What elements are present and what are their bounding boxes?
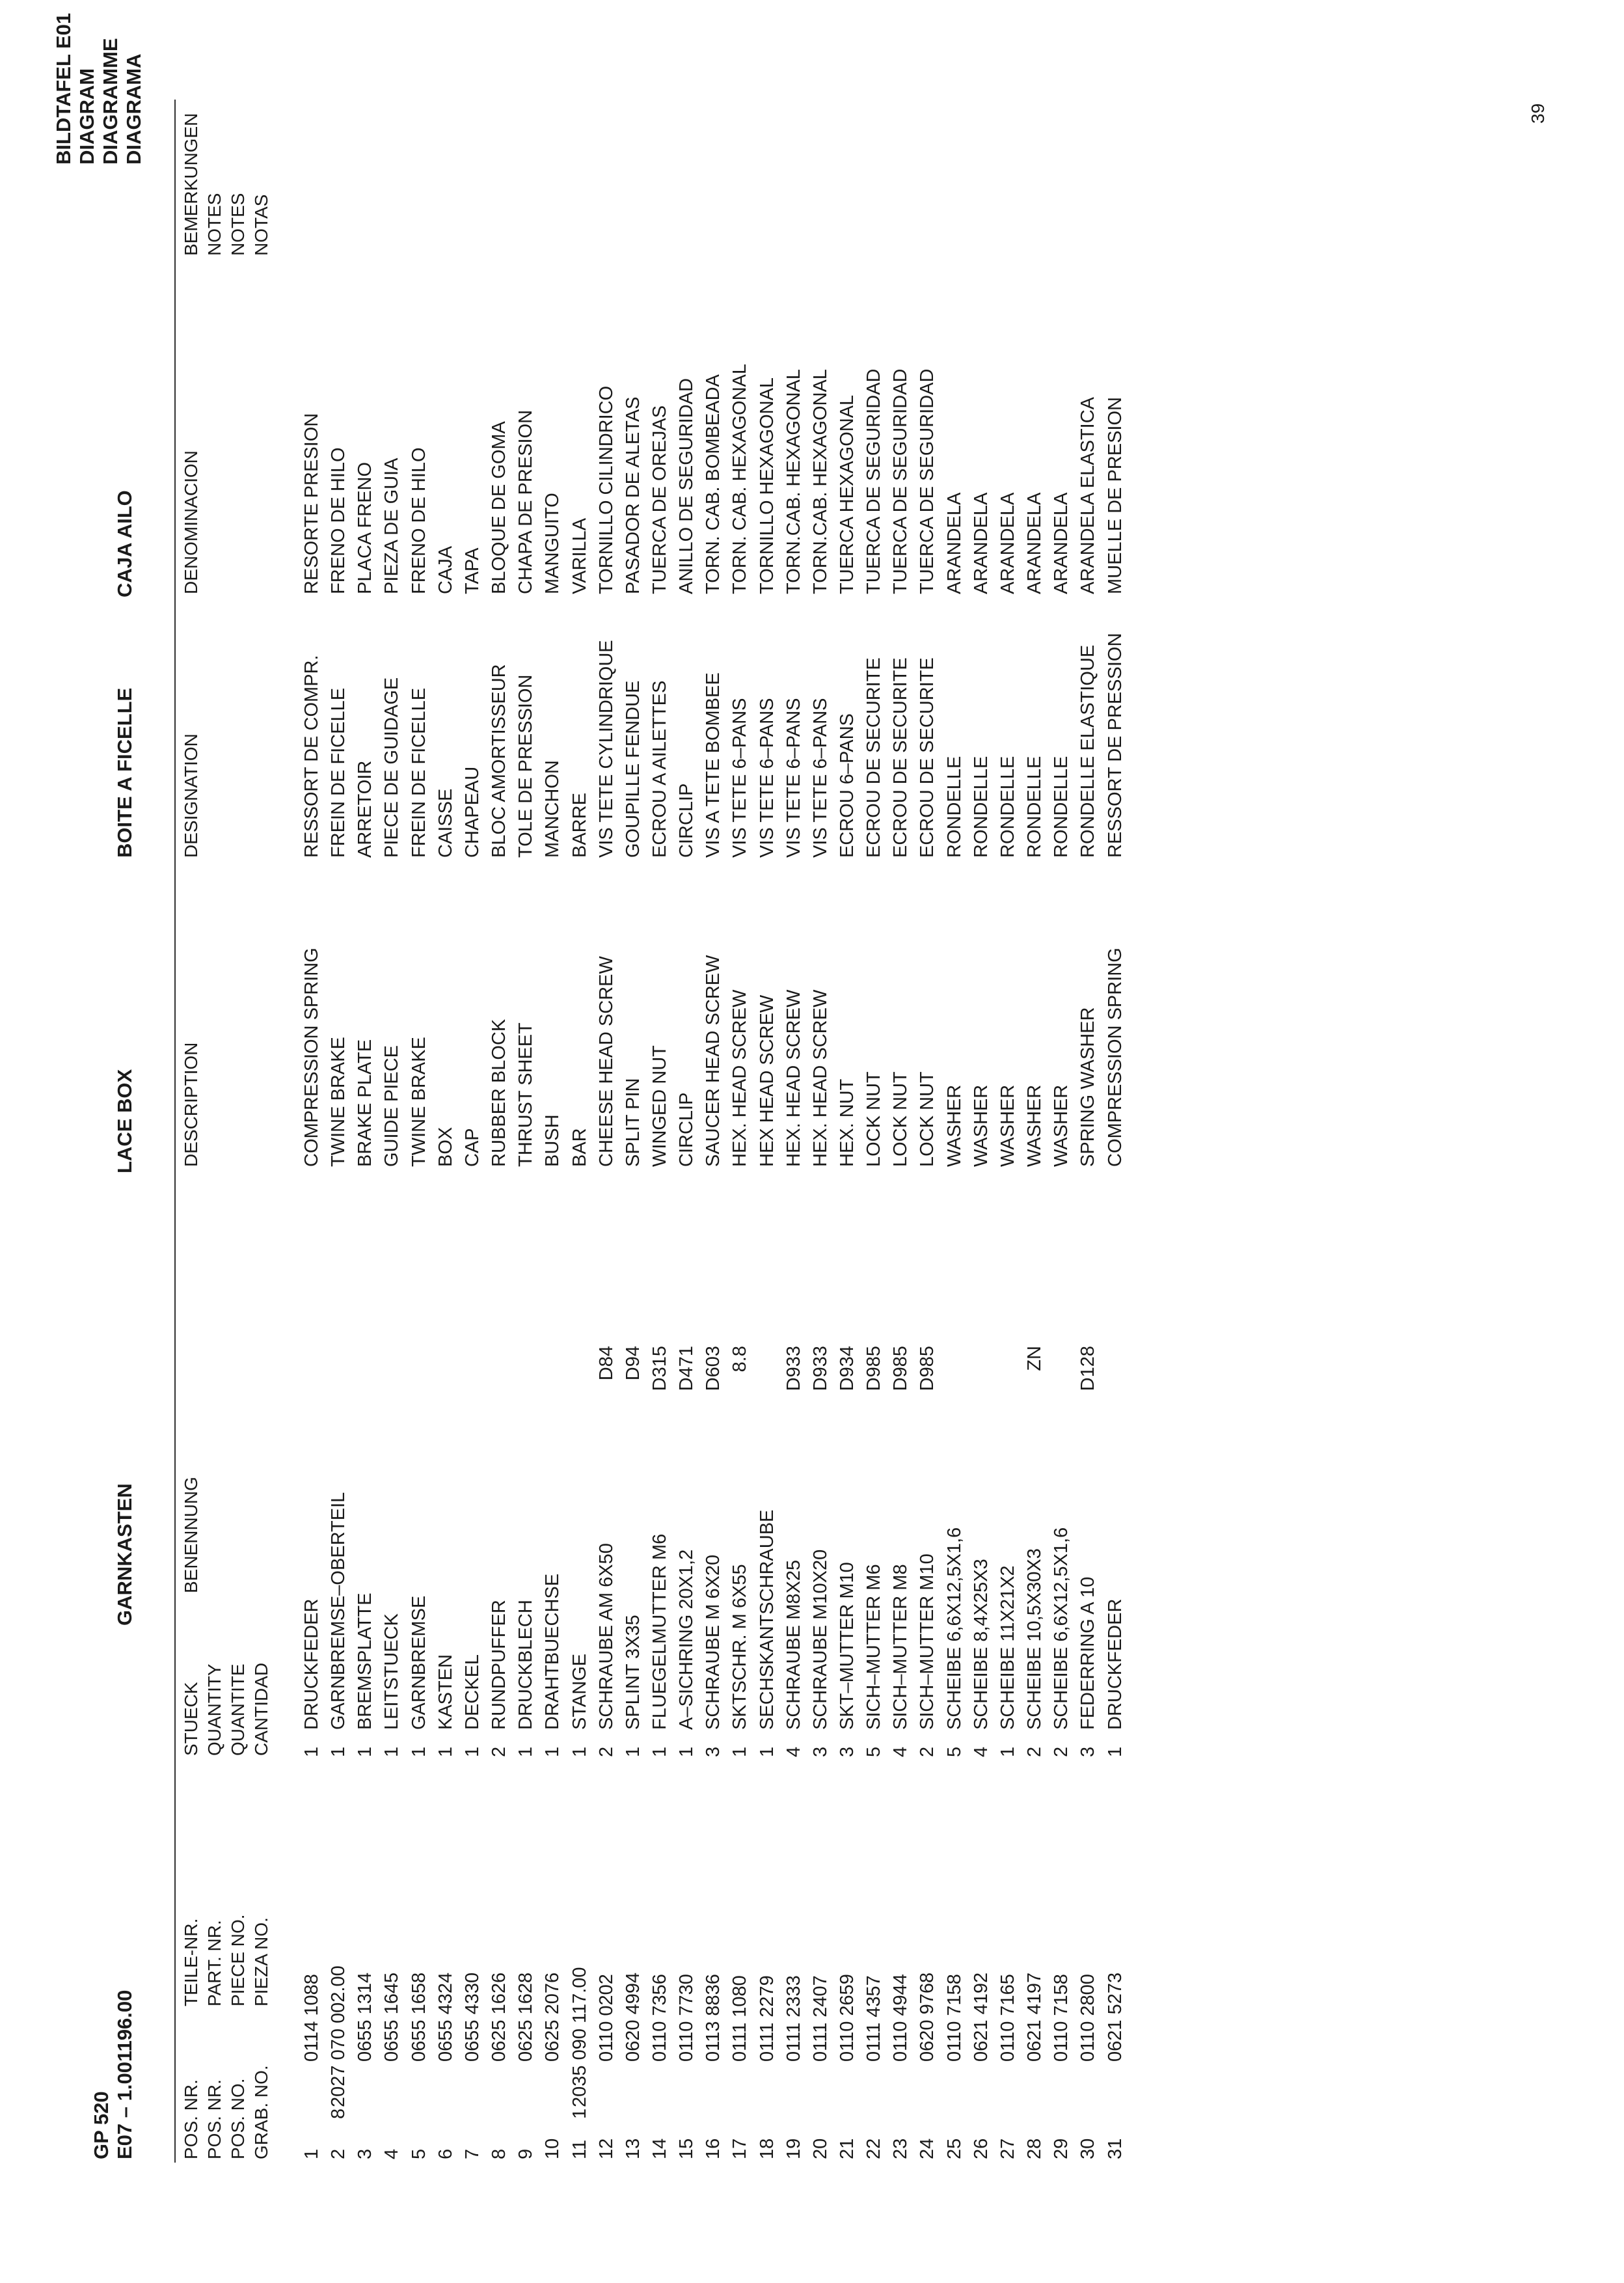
diagram-label-de: BILDTAFEL E01 [52,12,75,165]
part-number: 0111 1080 [729,1975,750,2062]
description-cell: HEX. HEAD SCREW [810,989,831,1167]
benennung-cell: DRUCKFEDER [301,1598,322,1730]
designation-cell: RONDELLE [944,756,965,858]
denominacion-cell: TORN.CAB. HEXAGONAL [783,369,804,594]
denominacion-cell: TORN.CAB. HEXAGONAL [810,369,831,594]
description-cell: HEX. HEAD SCREW [783,989,804,1167]
benennung-cell: GARNBREMSE [409,1595,429,1730]
title-german: GARNKASTEN [113,1483,136,1626]
description-cell: COMPRESSION SPRING [301,948,322,1167]
designation-cell: RESSORT DE PRESSION [1105,633,1126,858]
designation-cell: RESSORT DE COMPR. [301,655,322,858]
quantity: 2 [489,1746,509,1757]
part-number: 0110 4944 [890,1974,911,2062]
pos-number: 28 [1024,2138,1045,2159]
standard-ref: D985 [890,1346,911,1391]
designation-cell: ECROU DE SECURITE [917,657,938,858]
benennung-cell: SCHEIBE 6,6X12,5X1,6 [944,1527,965,1730]
denominacion-cell: PIEZA DE GUIA [381,458,402,594]
pos-number: 15 [676,2138,697,2159]
benennung-cell: DECKEL [462,1654,483,1730]
pos-number: 18 [757,2138,778,2159]
part-number: 0111 2407 [810,1975,831,2062]
title-french: BOITE A FICELLE [113,687,136,858]
designation-cell: TOLE DE PRESSION [515,674,536,858]
part-number: 0110 2659 [837,1974,858,2062]
benennung-cell: DRAHTBUECHSE [542,1573,563,1730]
standard-ref: D315 [649,1346,670,1391]
quantity: 3 [810,1746,831,1757]
part-number: 0655 1314 [355,1972,375,2062]
designation-cell: BARRE [569,793,590,858]
denominacion-cell: FRENO DE HILO [328,447,349,594]
quantity: 1 [569,1746,590,1757]
designation-cell: VIS A TETE BOMBEE [703,672,724,858]
pos-number: 23 [890,2138,911,2159]
designation-cell: CAISSE [435,788,456,858]
pos-number: 27 [997,2138,1018,2159]
pos-number: 4 [381,2148,402,2159]
denominacion-cell: TUERCA DE SEGURIDAD [890,368,911,594]
part-number: 0110 7158 [944,1974,965,2062]
quantity: 1 [301,1746,322,1757]
description-cell: BAR [569,1128,590,1167]
denominacion-cell: PLACA FRENO [355,461,375,594]
quantity: 5 [944,1746,965,1757]
benennung-cell: SCHRAUBE M10X20 [810,1549,831,1730]
denominacion-cell: ARANDELA [1024,492,1045,594]
page-number: 39 [1528,103,1548,124]
benennung-cell: RUNDPUFFER [489,1600,509,1730]
pos-number: 24 [917,2138,938,2159]
standard-ref: D985 [863,1346,884,1391]
benennung-cell: DRUCKFEDER [1105,1598,1126,1730]
benennung-cell: SCHEIBE 8,4X25X3 [971,1559,992,1730]
part-number: 0621 4192 [971,1972,992,2062]
benennung-cell: DRUCKBLECH [515,1600,536,1730]
description-cell: CAP [462,1128,483,1167]
denominacion-cell: CHAPA DE PRESION [515,409,536,594]
quantity: 2 [1024,1746,1045,1757]
denominacion-cell: ARANDELA ELASTICA [1077,397,1098,594]
designation-cell: CIRCLIP [676,783,697,858]
quantity: 1 [381,1746,402,1757]
quantity: 4 [783,1746,804,1757]
benennung-cell: SPLINT 3X35 [623,1615,643,1730]
benennung-cell: SCHRAUBE M 6X20 [703,1554,724,1730]
description-cell: HEX HEAD SCREW [757,994,778,1167]
pos-number: 8 [489,2148,509,2159]
description-cell: LOCK NUT [890,1071,911,1167]
description-cell: THRUST SHEET [515,1022,536,1167]
part-number: 0110 7356 [649,1974,670,2062]
part-number: 2035 090 117.00 [569,1967,590,2107]
part-number: 0655 4330 [462,1972,483,2062]
benennung-cell: STANGE [569,1653,590,1730]
benennung-cell: BREMSPLATTE [355,1593,375,1730]
part-number: 0110 7165 [997,1974,1018,2062]
pos-number: 5 [409,2148,429,2159]
designation-cell: RONDELLE ELASTIQUE [1077,644,1098,858]
designation-cell: ARRETOIR [355,760,375,858]
quantity: 1 [623,1746,643,1757]
pos-number: 20 [810,2138,831,2159]
diagram-label-en: DIAGRAM [75,68,98,165]
standard-ref: ZN [1024,1346,1045,1371]
description-cell: HEX. NUT [837,1078,858,1167]
pos-number: 17 [729,2138,750,2159]
designation-cell: FREIN DE FICELLE [409,687,429,858]
quantity: 1 [409,1746,429,1757]
denominacion-cell: TUERCA HEXAGONAL [837,394,858,594]
part-number: 0113 8836 [703,1974,724,2062]
drawing-ref: 8 [328,2108,349,2119]
diagram-label-fr: DIAGRAMME [99,38,122,165]
designation-cell: ECROU 6–PANS [837,713,858,858]
description-cell: GUIDE PIECE [381,1045,402,1167]
col-header-description: DESCRIPTION [181,1042,201,1167]
description-cell: COMPRESSION SPRING [1105,948,1126,1167]
header-rule [174,100,176,2163]
benennung-cell: FLUEGELMUTTER M6 [649,1533,670,1730]
quantity: 1 [355,1746,375,1757]
part-number: 2027 070 002.00 [328,1965,349,2107]
quantity: 1 [328,1746,349,1757]
denominacion-cell: TUERCA DE SEGURIDAD [917,368,938,594]
designation-cell: MANCHON [542,760,563,858]
quantity: 3 [703,1746,724,1757]
pos-number: 1 [301,2148,322,2159]
pos-number: 12 [596,2138,617,2159]
part-number: 0621 5273 [1105,1972,1126,2062]
denominacion-cell: PASADOR DE ALETAS [623,396,643,594]
denominacion-cell: TORN. CAB. HEXAGONAL [729,364,750,594]
designation-cell: ECROU A AILETTES [649,680,670,858]
pos-number: 3 [355,2148,375,2159]
quantity: 4 [971,1746,992,1757]
denominacion-cell: MANGUITO [542,493,563,594]
part-number: 0110 0202 [596,1974,617,2062]
pos-number: 9 [515,2148,536,2159]
description-cell: WASHER [1051,1084,1072,1167]
drawing-ref: 1 [569,2108,590,2119]
pos-number: 7 [462,2148,483,2159]
description-cell: CHEESE HEAD SCREW [596,956,617,1167]
denominacion-cell: TAPA [462,547,483,594]
description-cell: WASHER [944,1084,965,1167]
description-cell: SAUCER HEAD SCREW [703,955,724,1167]
designation-cell: VIS TETE 6–PANS [783,698,804,858]
quantity: 1 [462,1746,483,1757]
part-number: 0114 1088 [301,1974,322,2062]
denominacion-cell: MUELLE DE PRESION [1105,397,1126,594]
standard-ref: D471 [676,1346,697,1391]
description-cell: TWINE BRAKE [328,1037,349,1167]
benennung-cell: SICH–MUTTER M6 [863,1564,884,1730]
benennung-cell: SCHRAUBE M8X25 [783,1559,804,1730]
benennung-cell: SCHRAUBE AM 6X50 [596,1543,617,1730]
description-cell: CIRCLIP [676,1092,697,1167]
benennung-cell: SICH–MUTTER M8 [890,1564,911,1730]
col-header-designation: DESIGNATION [181,733,201,858]
denominacion-cell: ARANDELA [971,492,992,594]
standard-ref: D94 [623,1346,643,1381]
designation-cell: GOUPILLE FENDUE [623,680,643,858]
quantity: 2 [1051,1746,1072,1757]
benennung-cell: KASTEN [435,1654,456,1730]
part-number: 0620 9768 [917,1972,938,2062]
part-number: 0625 1628 [515,1972,536,2062]
denominacion-cell: ARANDELA [1051,492,1072,594]
benennung-cell: SECHSKANTSCHRAUBE [757,1509,778,1730]
denominacion-cell: FRENO DE HILO [409,447,429,594]
quantity: 1 [676,1746,697,1757]
standard-ref: D933 [810,1346,831,1391]
description-cell: LOCK NUT [917,1071,938,1167]
benennung-cell: SKT–MUTTER M10 [837,1562,858,1730]
part-number: 0110 7158 [1051,1974,1072,2062]
part-number: 0625 1626 [489,1972,509,2062]
model-name: GP 520 [90,2091,113,2159]
pos-number: 25 [944,2138,965,2159]
description-cell: WASHER [997,1084,1018,1167]
description-cell: WINGED NUT [649,1045,670,1167]
description-cell: RUBBER BLOCK [489,1018,509,1167]
quantity: 5 [863,1746,884,1757]
description-cell: SPLIT PIN [623,1078,643,1167]
benennung-cell: SCHEIBE 11X21X2 [997,1565,1018,1730]
denominacion-cell: TORNILLO HEXAGONAL [757,377,778,594]
part-number: 0655 1658 [409,1972,429,2062]
description-cell: BRAKE PLATE [355,1039,375,1167]
denominacion-cell: TORN. CAB. BOMBEADA [703,374,724,594]
denominacion-cell: BLOQUE DE GOMA [489,421,509,594]
quantity: 1 [729,1746,750,1757]
quantity: 3 [837,1746,858,1757]
pos-number: 21 [837,2138,858,2159]
designation-cell: VIS TETE 6–PANS [729,698,750,858]
description-cell: TWINE BRAKE [409,1037,429,1167]
part-number: 0655 4324 [435,1972,456,2062]
quantity: 1 [515,1746,536,1757]
pos-number: 30 [1077,2138,1098,2159]
denominacion-cell: ARANDELA [944,492,965,594]
designation-cell: ECROU DE SECURITE [863,657,884,858]
pos-number: 22 [863,2138,884,2159]
standard-ref: D84 [596,1346,617,1381]
pos-number: 19 [783,2138,804,2159]
pos-number: 10 [542,2138,563,2159]
benennung-cell: A–SICHRING 20X1,2 [676,1549,697,1730]
part-number: 0110 7730 [676,1974,697,2062]
designation-cell: VIS TETE 6–PANS [810,698,831,858]
quantity: 1 [997,1746,1018,1757]
pos-number: 11 [569,2139,590,2159]
part-number: 0111 2333 [783,1975,804,2062]
standard-ref: 8.8 [729,1346,750,1373]
benennung-cell: SCHEIBE 10,5X30X3 [1024,1548,1045,1730]
col-header-benennung: BENENNUNG [181,1477,201,1593]
designation-cell: RONDELLE [997,756,1018,858]
col-header-denominacion: DENOMINACION [181,450,201,594]
denominacion-cell: TUERCA DE OREJAS [649,405,670,594]
standard-ref: D603 [703,1346,724,1391]
standard-ref: D934 [837,1346,858,1391]
part-number: 0655 1645 [381,1972,402,2062]
description-cell: WASHER [1024,1084,1045,1167]
description-cell: SPRING WASHER [1077,1007,1098,1167]
benennung-cell: GARNBREMSE–OBERTEIL [328,1492,349,1730]
denominacion-cell: TUERCA DE SEGURIDAD [863,368,884,594]
title-spanish: CAJA AILO [113,490,136,597]
part-number: 0110 2800 [1077,1974,1098,2062]
denominacion-cell: TORNILLO CILINDRICO [596,385,617,594]
pos-number: 14 [649,2138,670,2159]
standard-ref: D985 [917,1346,938,1391]
designation-cell: CHAPEAU [462,766,483,858]
quantity: 1 [542,1746,563,1757]
denominacion-cell: RESORTE PRESION [301,413,322,594]
title-english: LACE BOX [113,1069,136,1173]
designation-cell: VIS TETE 6–PANS [757,698,778,858]
quantity: 3 [1077,1746,1098,1757]
benennung-cell: LEITSTUECK [381,1613,402,1730]
part-number: 0621 4197 [1024,1972,1045,2062]
description-cell: BOX [435,1127,456,1167]
denominacion-cell: CAJA [435,545,456,594]
part-number: 0111 4357 [863,1975,884,2062]
benennung-cell: SICH–MUTTER M10 [917,1553,938,1730]
denominacion-cell: VARILLA [569,517,590,594]
document-code: E07 – 1.001196.00 [113,1989,136,2159]
quantity: 1 [1105,1746,1126,1757]
quantity: 1 [649,1746,670,1757]
diagram-label-es: DIAGRAMA [122,53,145,165]
description-cell: HEX. HEAD SCREW [729,989,750,1167]
description-cell: WASHER [971,1084,992,1167]
pos-number: 26 [971,2138,992,2159]
pos-number: 31 [1105,2138,1126,2159]
quantity: 2 [917,1746,938,1757]
benennung-cell: SCHEIBE 6,6X12,5X1,6 [1051,1527,1072,1730]
designation-cell: BLOC AMORTISSEUR [489,664,509,858]
quantity: 1 [757,1746,778,1757]
quantity: 1 [435,1746,456,1757]
designation-cell: FREIN DE FICELLE [328,687,349,858]
part-number: 0111 2279 [757,1975,778,2062]
pos-number: 6 [435,2148,456,2159]
designation-cell: PIECE DE GUIDAGE [381,677,402,858]
designation-cell: RONDELLE [971,756,992,858]
standard-ref: D128 [1077,1346,1098,1391]
denominacion-cell: ARANDELA [997,492,1018,594]
denominacion-cell: ANILLO DE SEGURIDAD [676,378,697,594]
description-cell: LOCK NUT [863,1071,884,1167]
benennung-cell: FEDERRING A 10 [1077,1576,1098,1730]
designation-cell: RONDELLE [1024,756,1045,858]
designation-cell: VIS TETE CYLINDRIQUE [596,640,617,858]
designation-cell: ECROU DE SECURITE [890,657,911,858]
pos-number: 16 [703,2138,724,2159]
parts-list-sheet: GP 520 E07 – 1.001196.00 GARNKASTEN LACE BOX BOITE A FICELLE CAJA AILO BILDTAFEL E01 DIAGRAM DIAGRAMME DIAGRAMA 39 POS. NR. POS. NR. POS. NO. GRAB. NO. TEILE-NR. PART. NR. PIECE NO. PIEZA NO. STUECK QUANTITY QUANTITE CANTIDAD BENENNUNG DESCRIPTION DESIGNATION DENOMINACION BEMERKUNGEN NOTES NOTES NOTAS 1 0114 1088 1 DRUCKFEDER COMPRESSION SPRING RESSORT DE COMPR. RESORTE PRESION 2 8 2027 070 002.00 1 GARNBREMSE–OBERTEIL TWINE BRAKE FREIN DE FICELLE FRENO DE HILO 3 0655 1314 1 BREMSPLATTE BRAKE PLATE ARRETOIR PLACA FRENO 4 0655 1645 1 LEITSTUECK GUIDE PIECE PIECE DE GUIDAGE PIEZA DE GUIA 5 0655 1658 1 GARNBREMSE TWINE BRAKE FREIN DE FICELLE FRENO DE HILO 6 0655 4324 1 KASTEN BOX CAISSE CAJA 7 0655 4330 1 DECKEL CAP CHAPEAU TAPA 8 0625 1626 2 RUNDPUFFER RUBBER BLOCK BLOC AMORTISSEUR BLOQUE DE GOMA 9 0625 1628 1 DRUCKBLECH THRUST SHEET TOLE DE PRESSION CHAPA DE PRESION 10 0625 2076 1 DRAHTBUECHSE BUSH MANCHON MANGUITO 11 1 2035 090 117.00 1 STANGE BAR BARRE VARILLA 12 0110 0202 2 SCHRAUBE AM 6X50 D84 CHEESE HEAD SCREW VIS TETE CYLINDRIQUE TORNILLO CILINDRICO 13 0620 4994 1 SPLINT 3X35 D94 SPLIT PIN GOUPILLE FENDUE PASADOR DE ALETAS 14 0110 7356 1 FLUEGELMUTTER M6 D315 WINGED NUT ECROU A AILETTES TUERCA DE OREJAS 15 0110 7730 1 A–SICHRING 20X1,2 D471 CIRCLIP CIRCLIP ANILLO DE SEGURIDAD 16 0113 8836 3 SCHRAUBE M 6X20 D603 SAUCER HEAD SCREW VIS A TETE BOMBEE TORN. CAB. BOMBEADA 17 0111 1080 1 SKTSCHR. M 6X55 8.8 HEX. HEAD SCREW VIS TETE 6–PANS TORN. CAB. HEXAGONAL 18 0111 2279 1 SECHSKANTSCHRAUBE HEX HEAD SCREW VIS TETE 6–PANS TORNILLO HEXAGONAL 19 0111 2333 4 SCHRAUBE M8X25 D933 HEX. HEAD SCREW VIS TETE 6–PANS TORN.CAB. HEXAGONAL 20 0111 2407 3 SCHRAUBE M10X20 D933 HEX. HEAD SCREW VIS TETE 6–PANS TORN.CAB. HEXAGONAL 21 0110 2659 3 SKT–MUTTER M10 D934 HEX. NUT ECROU 6–PANS TUERCA HEXAGONAL 22 0111 4357 5 SICH–MUTTER M6 D985 LOCK NUT ECROU DE SECURITE TUERCA DE SEGURIDAD 23 0110 4944 4 SICH–MUTTER M8 D985 LOCK NUT ECROU DE SECURITE TUERCA DE SEGURIDAD 24 0620 9768 2 SICH–MUTTER M10 D985 LOCK NUT ECROU DE SECURITE TUERCA DE SEGURIDAD 25 0110 7158 5 SCHEIBE 6,6X12,5X1,6 WASHER RONDELLE ARANDELA 26 0621 4192 4 SCHEIBE 8,4X25X3 WASHER RONDELLE ARANDELA 27 0110 7165 1 SCHEIBE 11X21X2 WASHER RONDELLE ARANDELA 28 0621 4197 2 SCHEIBE 10,5X30X3 ZN WASHER RONDELLE ARANDELA 29 0110 7158 2 SCHEIBE 6,6X12,5X1,6 WASHER RONDELLE ARANDELA 30 0110 2800 3 FEDERRING A 10 D128 SPRING WASHER RONDELLE ELASTIQUE ARANDELA ELASTICA 31 0621 5273 1 DRUCKFEDER COMPRESSION SPRING RESSORT DE PRESSION MUELLE DE PRESION [0,0,1624,2283]
designation-cell: RONDELLE [1051,756,1072,858]
standard-ref: D933 [783,1346,804,1391]
pos-number: 2 [328,2148,349,2159]
part-number: 0620 4994 [623,1972,643,2062]
pos-number: 29 [1051,2138,1072,2159]
description-cell: BUSH [542,1114,563,1167]
benennung-cell: SKTSCHR. M 6X55 [729,1564,750,1730]
pos-number: 13 [623,2138,643,2159]
quantity: 2 [596,1746,617,1757]
part-number: 0625 2076 [542,1972,563,2062]
quantity: 4 [890,1746,911,1757]
